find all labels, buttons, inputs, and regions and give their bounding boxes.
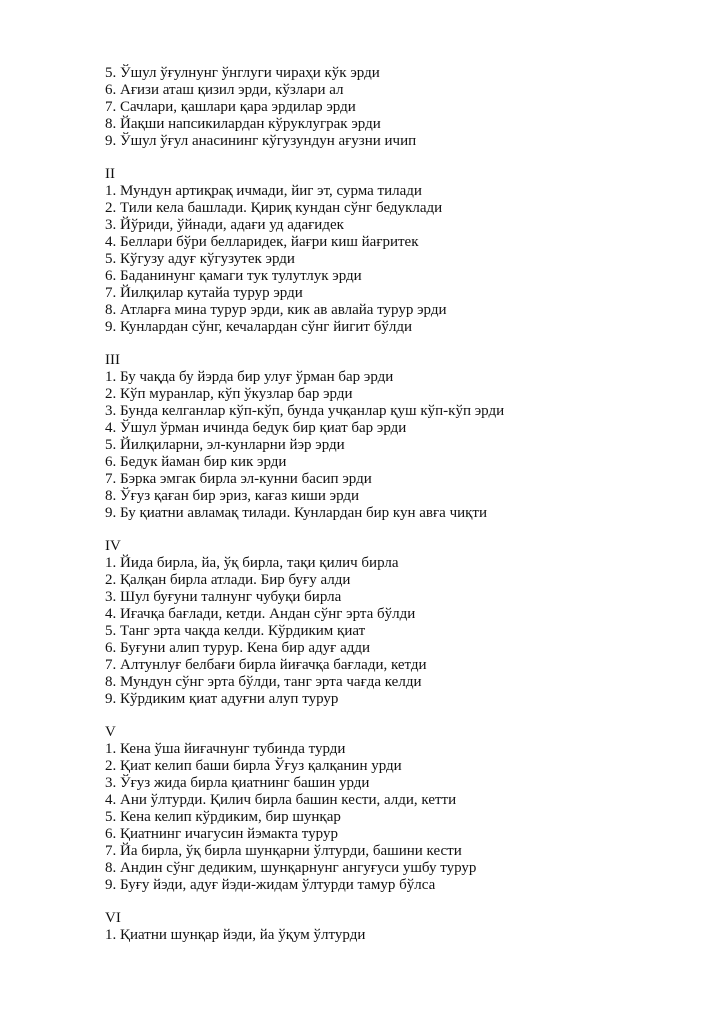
verse-line: 4. Ўшул ўрман ичинда бедук бир қиат бар эрди — [105, 420, 407, 436]
section-heading: III — [105, 352, 120, 368]
verse-line: 6. Буғуни алип турур. Кена бир адуғ адди — [105, 640, 371, 656]
poem-page — [105, 65, 705, 944]
section-heading: V — [105, 724, 116, 740]
verse-line: 6. Бедук йаман бир кик эрди — [105, 454, 287, 470]
verse-line: 1. Бу чақда бу йэрда бир улуғ ўрман бар эрди — [105, 369, 394, 385]
verse-line: 8. Мундун сўнг эрта бўлди, танг эрта чағда келди — [105, 674, 422, 690]
verse-line: 8. Атларға мина турур эрди, кик ав авлайа турур эрди — [105, 302, 447, 318]
verse-line: 9. Бу қиатни авламақ тилади. Кунлардан бир кун авға чиқти — [105, 505, 488, 521]
verse-line: 6. Қиатнинг ичагусин йэмакта турур — [105, 826, 338, 842]
verse-line: 9. Кўрдиким қиат адуғни алуп турур — [105, 691, 339, 707]
verse-line: 2. Кўп муранлар, кўп ўкузлар бар эрди — [105, 386, 353, 402]
section-continuation — [105, 65, 705, 150]
section-heading: IV — [105, 538, 121, 554]
section-heading: VI — [105, 910, 121, 926]
verse-line: 3. Ўғуз жида бирла қиатнинг башин урди — [105, 775, 370, 791]
verse-line: 2. Қалқан бирла атлади. Бир буғу алди — [105, 572, 351, 588]
verse-line: 1. Йида бирла, йа, ўқ бирла, тақи қилич бирла — [105, 555, 399, 571]
verse-line: 7. Йилқилар кутайа турур эрди — [105, 285, 303, 301]
verse-line: 7. Бэрка эмгак бирла эл-кунни басип эрди — [105, 471, 372, 487]
section-ii — [105, 166, 705, 336]
section-iii — [105, 352, 705, 522]
verse-line: 1. Қиатни шунқар йэди, йа ўқум ўлтурди — [105, 927, 366, 943]
verse-line: 2. Тили кела башлади. Қириқ кундан сўнг бедуклади — [105, 200, 443, 216]
verse-line: 9. Кунлардан сўнг, кечалардан сўнг йигит бўлди — [105, 319, 413, 335]
verse-line: 4. Беллари бўри белларидек, йағри киш йағритек — [105, 234, 419, 250]
section-heading: II — [105, 166, 115, 182]
verse-line: 1. Кена ўша йиғачнунг тубинда турди — [105, 741, 346, 757]
verse-line: 8. Йақши напсикилардан кўруклуграк эрди — [105, 116, 381, 132]
verse-line: 2. Қиат келип баши бирла Ўғуз қалқанин урди — [105, 758, 402, 774]
verse-line: 6. Ағизи аташ қизил эрди, кўзлари ал — [105, 82, 344, 98]
verse-line: 8. Андин сўнг дедиким, шунқарнунг ангуғуси ушбу турур — [105, 860, 477, 876]
verse-line: 3. Бунда келганлар кўп-кўп, бунда учқанлар қуш кўп-кўп эрди — [105, 403, 505, 419]
verse-line: 5. Ўшул ўғулнунг ўнглуги чираҳи кўк эрди — [105, 65, 380, 81]
verse-line: 8. Ўғуз қаған бир эриз, кағаз киши эрди — [105, 488, 360, 504]
verse-line: 7. Йа бирла, ўқ бирла шунқарни ўлтурди, башини кести — [105, 843, 462, 859]
verse-line: 7. Сачлари, қашлари қара эрдилар эрди — [105, 99, 356, 115]
verse-line: 3. Йўриди, ўйнади, адағи уд адағидек — [105, 217, 344, 233]
verse-line: 9. Ўшул ўғул анасининг кўгузундун ағузни ичип — [105, 133, 417, 149]
verse-line: 5. Кена келип кўрдиким, бир шунқар — [105, 809, 341, 825]
section-vi — [105, 910, 705, 944]
verse-line: 6. Баданинунг қамаги тук тулутлук эрди — [105, 268, 362, 284]
verse-line: 4. Ани ўлтурди. Қилич бирла башин кести, алди, кетти — [105, 792, 457, 808]
verse-line: 5. Танг эрта чақда келди. Кўрдиким қиат — [105, 623, 366, 639]
verse-line: 5. Йилқиларни, эл-кунларни йэр эрди — [105, 437, 345, 453]
verse-line: 7. Алтунлуғ белбағи бирла йиғачқа бағлади, кетди — [105, 657, 427, 673]
section-iv — [105, 538, 705, 708]
verse-line: 1. Мундун артиқрақ ичмади, йиг эт, сурма тилади — [105, 183, 422, 199]
section-v — [105, 724, 705, 894]
verse-line: 9. Буғу йэди, адуғ йэди-жидам ўлтурди тамур бўлса — [105, 877, 436, 893]
verse-line: 3. Шул буғуни талнунг чубуқи бирла — [105, 589, 342, 605]
verse-line: 5. Кўгузу адуғ кўгузутек эрди — [105, 251, 295, 267]
verse-line: 4. Иғачқа бағлади, кетди. Андан сўнг эрта бўлди — [105, 606, 416, 622]
